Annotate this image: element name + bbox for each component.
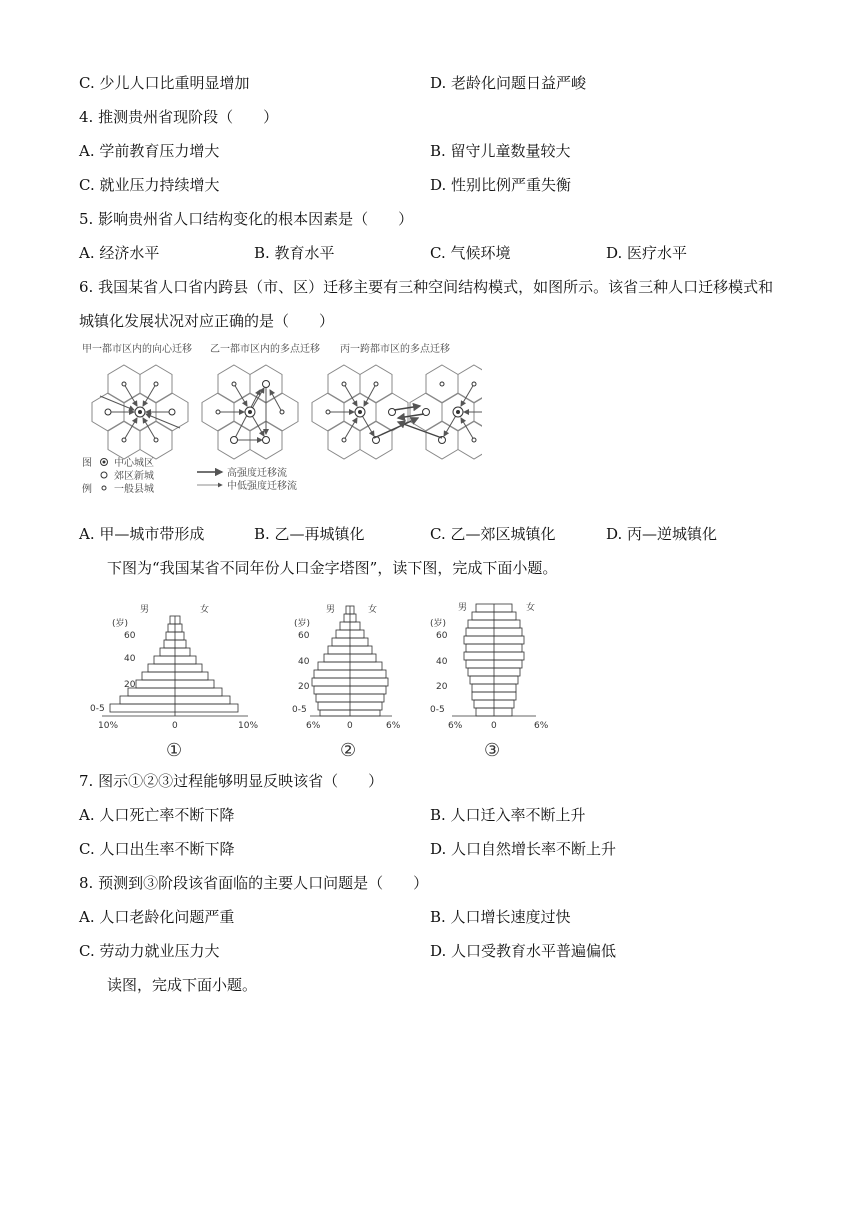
p2-label: ② [340, 740, 357, 761]
p3-female: 女 [526, 603, 536, 613]
legend-label-li: 例 [82, 484, 92, 495]
p3-x-mid: 0 [491, 721, 497, 731]
cluster-jia [92, 365, 188, 459]
p2-female: 女 [368, 605, 378, 615]
q4-option-d: D. 性别比例严重失衡 [430, 176, 572, 194]
p3-age-20: 20 [436, 682, 448, 692]
pyramid-intro: 下图为“我国某省不同年份人口金字塔图”，读下图，完成下面小题。 [107, 559, 558, 577]
p2-x-right: 6% [386, 721, 401, 731]
legend-low: 中低强度迁移流 [227, 481, 297, 492]
p1-label: ① [166, 740, 183, 761]
cluster-yi [202, 365, 298, 459]
fig-title-yi: 乙一都市区内的多点迁移 [210, 344, 320, 355]
q8-stem: 8. 预测到③阶段该省面临的主要人口问题是（ ） [79, 874, 429, 892]
q7-option-a: A. 人口死亡率不断下降 [79, 806, 235, 824]
legend-label-tu: 图 [82, 458, 92, 469]
p1-female: 女 [200, 605, 210, 615]
q7-option-c: C. 人口出生率不断下降 [79, 840, 235, 858]
q5-option-a: A. 经济水平 [79, 244, 160, 262]
p2-age-unit: (岁) [294, 619, 311, 629]
q8-option-a: A. 人口老龄化问题严重 [79, 908, 235, 926]
p1-x-left: 10% [98, 721, 119, 731]
migration-legend [82, 456, 297, 495]
q5-option-b: B. 教育水平 [254, 244, 335, 262]
q6-option-c: C. 乙—郊区城镇化 [430, 525, 556, 543]
pyramid-2 [292, 603, 401, 761]
p3-male: 男 [458, 603, 468, 613]
q6-option-b: B. 乙—再城镇化 [254, 525, 365, 543]
q6-stem-line1: 6. 我国某省人口省内跨县（市、区）迁移主要有三种空间结构模式，如图所示。该省三种人口迁移模式和 [79, 278, 774, 296]
legend-high: 高强度迁移流 [227, 468, 287, 479]
q3-option-d: D. 老龄化问题日益严峻 [430, 74, 587, 92]
q4-option-c: C. 就业压力持续增大 [79, 176, 220, 194]
p1-x-right: 10% [238, 721, 259, 731]
legend-suburb: 郊区新城 [114, 471, 154, 482]
p3-age-unit: (岁) [430, 619, 447, 629]
q7-option-d: D. 人口自然增长率不断上升 [430, 840, 617, 858]
q3-option-c: C. 少儿人口比重明显增加 [79, 74, 250, 92]
q6-option-a: A. 甲—城市带形成 [79, 525, 205, 543]
q7-stem: 7. 图示①②③过程能够明显反映该省（ ） [79, 772, 384, 790]
q5-option-c: C. 气候环境 [430, 244, 511, 262]
q4-option-a: A. 学前教育压力增大 [79, 142, 220, 160]
p1-age-20: 20 [124, 680, 136, 690]
p1-x-mid: 0 [172, 721, 178, 731]
q5-option-d: D. 医疗水平 [606, 244, 688, 262]
p2-x-mid: 0 [347, 721, 353, 731]
q8-option-b: B. 人口增长速度过快 [430, 908, 571, 926]
q6-option-d: D. 丙—逆城镇化 [606, 525, 718, 543]
legend-county: 一般县城 [114, 484, 154, 495]
p2-age-20: 20 [298, 682, 310, 692]
p3-x-left: 6% [448, 721, 463, 731]
q6-stem-line2: 城镇化发展状况对应正确的是（ ） [79, 312, 335, 330]
fig-title-jia: 甲一都市区内的向心迁移 [82, 344, 192, 355]
migration-figure [82, 340, 482, 505]
pyramid-3 [430, 601, 549, 761]
fig-title-bing: 丙一跨都市区的多点迁移 [340, 344, 450, 355]
p1-male: 男 [140, 605, 150, 615]
p2-age-0-5: 0-5 [292, 705, 307, 715]
legend-center: 中心城区 [114, 458, 154, 469]
p3-label: ③ [484, 740, 501, 761]
outro-instruction: 读图，完成下面小题。 [107, 976, 258, 994]
p1-age-0-5: 0-5 [90, 704, 105, 714]
p1-age-unit: (岁) [112, 619, 129, 629]
p3-age-40: 40 [436, 657, 448, 667]
p1-age-40: 40 [124, 654, 136, 664]
p3-age-60: 60 [436, 631, 448, 641]
q7-option-b: B. 人口迁入率不断上升 [430, 806, 586, 824]
p2-x-left: 6% [306, 721, 321, 731]
q8-option-c: C. 劳动力就业压力大 [79, 942, 220, 960]
p3-x-right: 6% [534, 721, 549, 731]
p2-age-40: 40 [298, 657, 310, 667]
p2-age-60: 60 [298, 631, 310, 641]
q5-stem: 5. 影响贵州省人口结构变化的根本因素是（ ） [79, 210, 414, 228]
p3-age-0-5: 0-5 [430, 705, 445, 715]
pyramid-1 [90, 603, 258, 761]
cluster-bing [312, 365, 482, 459]
p1-age-60: 60 [124, 631, 136, 641]
q4-stem: 4. 推测贵州省现阶段（ ） [79, 108, 279, 126]
pyramid-figure [88, 598, 558, 763]
q4-option-b: B. 留守儿童数量较大 [430, 142, 571, 160]
q8-option-d: D. 人口受教育水平普遍偏低 [430, 942, 617, 960]
p2-male: 男 [326, 605, 336, 615]
